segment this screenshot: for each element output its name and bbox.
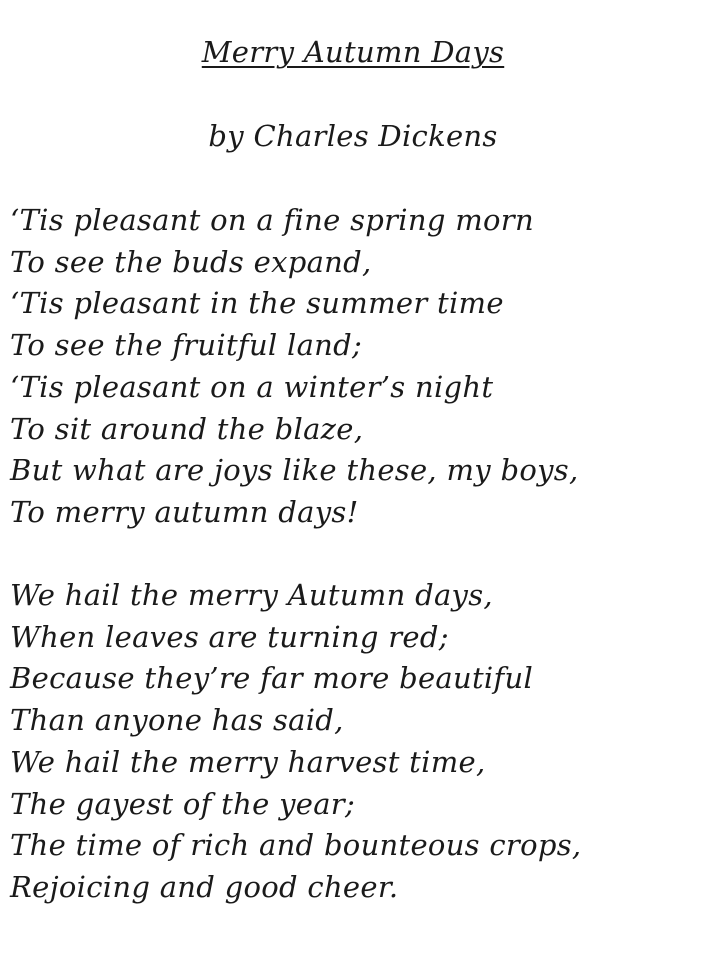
poem-line: The gayest of the year; [10, 786, 356, 821]
poem-line: To merry autumn days! [10, 494, 359, 529]
poem-line: The time of rich and bounteous crops, [10, 828, 582, 863]
poem-line: ‘Tis pleasant on a winter’s night [10, 369, 494, 404]
stanza-2 [10, 575, 710, 909]
poem-author-byline: by Charles Dickens [208, 119, 498, 153]
poem-line: But what are joys like these, my boys, [10, 453, 579, 488]
stanza-1 [10, 200, 710, 534]
poem-line: When leaves are turning red; [10, 619, 449, 654]
poem-line: To see the buds expand, [10, 244, 372, 279]
poem-line: We hail the merry Autumn days, [10, 578, 493, 612]
poem-line: Rejoicing and good cheer. [10, 869, 399, 904]
poem-line: Than anyone has said, [10, 703, 344, 738]
poem-line: ‘Tis pleasant in the summer time [10, 286, 504, 321]
poem-line: To see the fruitful land; [10, 328, 363, 363]
poem-line: To sit around the blaze, [10, 411, 364, 446]
poem-line: We hail the merry harvest time, [10, 744, 486, 779]
poem-line: Because they’re far more beautiful [10, 661, 534, 696]
poem-line: ‘Tis pleasant on a fine spring morn [10, 203, 534, 237]
poem-title: Merry Autumn Days [201, 35, 505, 69]
